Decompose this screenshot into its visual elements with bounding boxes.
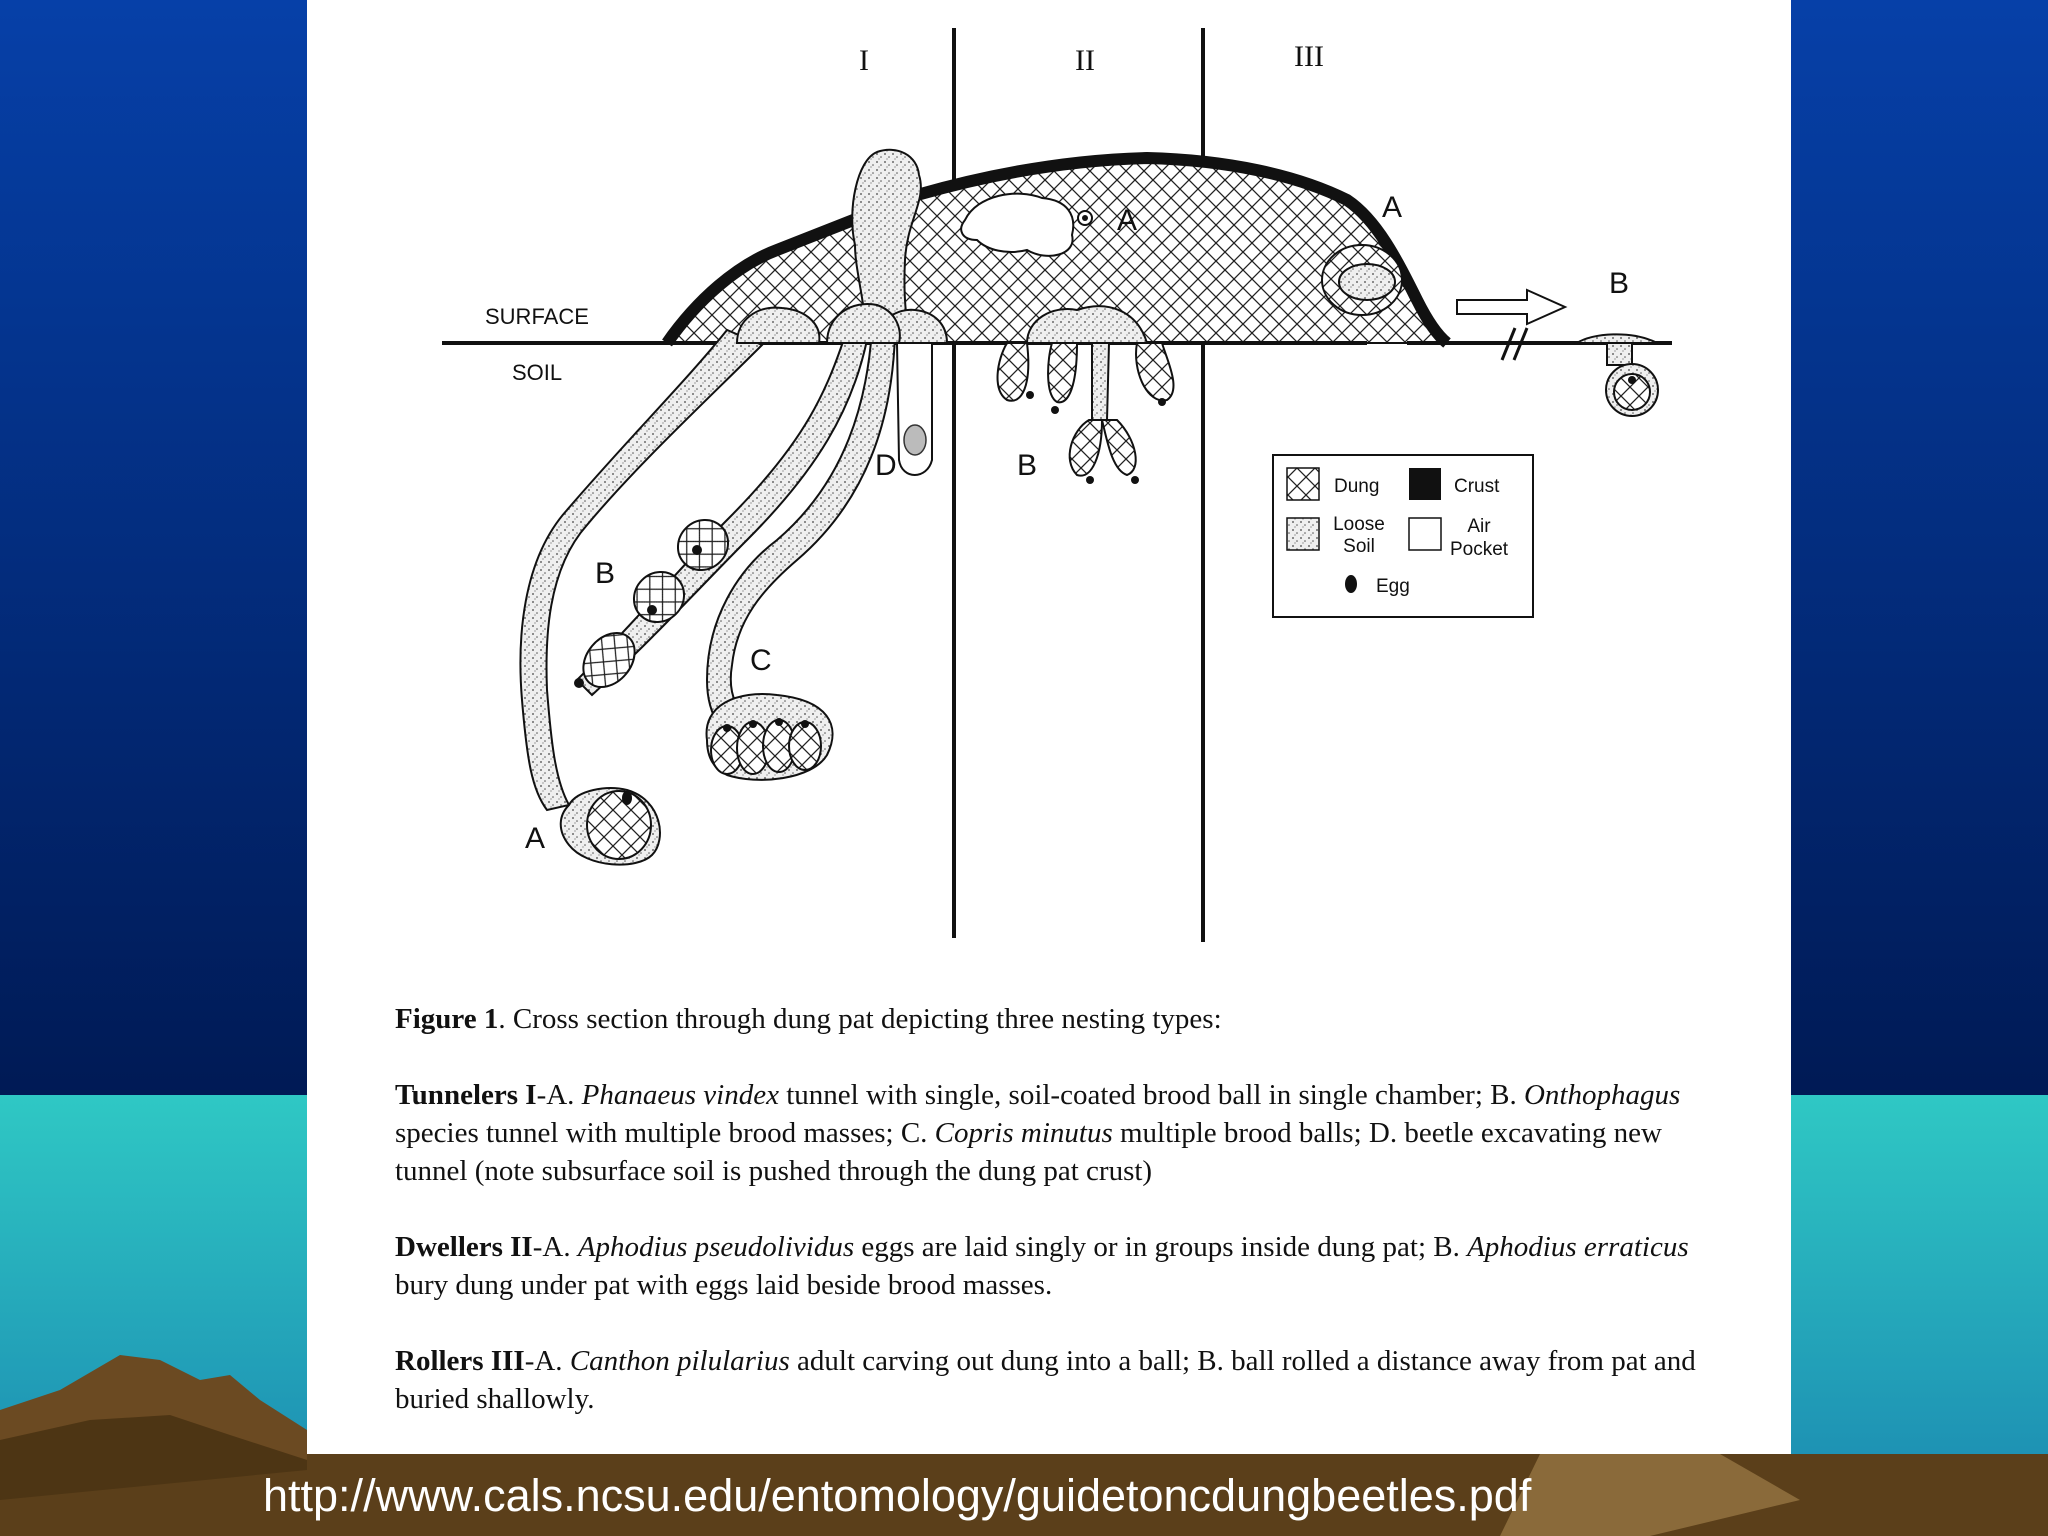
caption-rollers-heading: Rollers III — [395, 1345, 525, 1377]
section-label-1: I — [859, 44, 869, 77]
caption-dwellers-text-3: bury dung under pat with eggs laid beside brood masses. — [395, 1269, 1053, 1301]
roll-arrow — [1457, 290, 1565, 324]
dweller-b-egg-2 — [1051, 406, 1059, 414]
part-label-dwellers-a: A — [1117, 204, 1138, 237]
section-label-3: III — [1294, 40, 1324, 73]
brood-ball-a — [587, 791, 651, 859]
legend-egg-label: Egg — [1376, 576, 1410, 597]
legend-crust-swatch — [1409, 468, 1441, 500]
figure-caption — [395, 1000, 1725, 1456]
caption-tunnelers-text-1: -A. — [536, 1079, 582, 1111]
surface-label: SURFACE — [485, 304, 589, 329]
dweller-stem — [1092, 343, 1109, 420]
legend-soil-label-1: Loose — [1333, 514, 1385, 535]
brood-mass-b-egg-2 — [647, 605, 657, 615]
caption-tunnelers-species-3: Copris minutus — [934, 1117, 1113, 1149]
caption-dwellers-text-1: -A. — [532, 1231, 578, 1263]
caption-tunnelers-species-2: Onthophagus — [1523, 1079, 1681, 1111]
caption-tunnelers-heading: Tunnelers I — [395, 1079, 537, 1111]
caption-dwellers-heading: Dwellers II — [395, 1231, 533, 1263]
legend-soil-swatch — [1287, 518, 1319, 550]
legend-dung-swatch — [1287, 468, 1319, 500]
caption-dwellers-text-2: eggs are laid singly or in groups inside dung pat; B. — [854, 1231, 1468, 1263]
dung-pat-diagram — [307, 0, 1791, 960]
source-url-link[interactable]: http://www.cals.ncsu.edu/entomology/guidetoncdungbeetles.pdf — [263, 1470, 1532, 1521]
brood-mass-b-egg-1 — [692, 545, 702, 555]
legend — [1273, 455, 1533, 617]
roller-b-egg — [1628, 376, 1636, 384]
caption-figure-text: . Cross section through dung pat depicting three nesting types: — [498, 1003, 1222, 1035]
caption-dwellers-species-1: Aphodius pseudolividus — [577, 1231, 855, 1263]
legend-dung-label: Dung — [1334, 476, 1380, 497]
brood-mass-b-egg-3 — [574, 678, 584, 688]
part-label-tunnelers-c: C — [750, 644, 772, 677]
part-label-tunnelers-d: D — [875, 449, 897, 482]
dweller-brood-mid — [1048, 343, 1077, 402]
caption-tunnelers — [395, 1076, 1725, 1190]
part-label-dwellers-b: B — [1017, 449, 1038, 482]
figure-panel — [307, 0, 1791, 1454]
dweller-brood-low-right — [1102, 420, 1136, 475]
beetle-icon — [904, 425, 926, 455]
section-label-2: II — [1075, 44, 1095, 77]
roller-beetle — [1339, 264, 1395, 300]
dweller-egg — [1082, 215, 1088, 221]
caption-dwellers — [395, 1228, 1725, 1304]
legend-soil-label-2: Soil — [1343, 536, 1375, 557]
caption-tunnelers-text-4: multiple brood balls; D. beetle excavating new tunnel (note subsurface soil is pushed through the dung pat crust) — [395, 1117, 1662, 1187]
caption-rollers-text-2: adult carving out dung into a ball; B. ball rolled a distance away from pat and buried shallowly. — [395, 1345, 1696, 1415]
roller-b-stem — [1607, 343, 1632, 365]
caption-dwellers-species-2: Aphodius erraticus — [1467, 1231, 1689, 1263]
legend-air-label-2: Pocket — [1449, 539, 1509, 560]
roller-b-mound — [1577, 334, 1657, 343]
legend-egg-swatch — [1345, 575, 1357, 593]
caption-rollers-text-1: -A. — [524, 1345, 570, 1377]
part-label-tunnelers-a: A — [525, 822, 546, 855]
brood-ball-a-egg — [622, 791, 632, 805]
dweller-b-egg-3 — [1086, 476, 1094, 484]
dweller-brood-right — [1136, 343, 1173, 400]
caption-rollers-species-1: Canthon pilularius — [569, 1345, 790, 1377]
dweller-b-egg-1 — [1026, 391, 1034, 399]
soil-label: SOIL — [512, 360, 563, 385]
part-label-rollers-b: B — [1609, 267, 1630, 300]
caption-intro — [395, 1000, 1725, 1038]
caption-tunnelers-text-3: species tunnel with multiple brood masses; C. — [395, 1117, 935, 1149]
caption-rollers — [395, 1342, 1725, 1418]
legend-air-label-1: Air — [1467, 516, 1491, 537]
dweller-b-egg-4 — [1131, 476, 1139, 484]
part-label-tunnelers-b: B — [595, 557, 616, 590]
caption-tunnelers-species-1: Phanaeus vindex — [581, 1079, 779, 1111]
part-label-rollers-a: A — [1382, 191, 1403, 224]
dweller-brood-left — [998, 343, 1029, 401]
legend-air-swatch — [1409, 518, 1441, 550]
dweller-brood-low-left — [1070, 420, 1102, 476]
dweller-b-egg-5 — [1158, 398, 1166, 406]
caption-figure-label: Figure 1 — [395, 1003, 499, 1035]
caption-tunnelers-text-2: tunnel with single, soil-coated brood ball in single chamber; B. — [778, 1079, 1524, 1111]
legend-crust-label: Crust — [1454, 476, 1500, 497]
